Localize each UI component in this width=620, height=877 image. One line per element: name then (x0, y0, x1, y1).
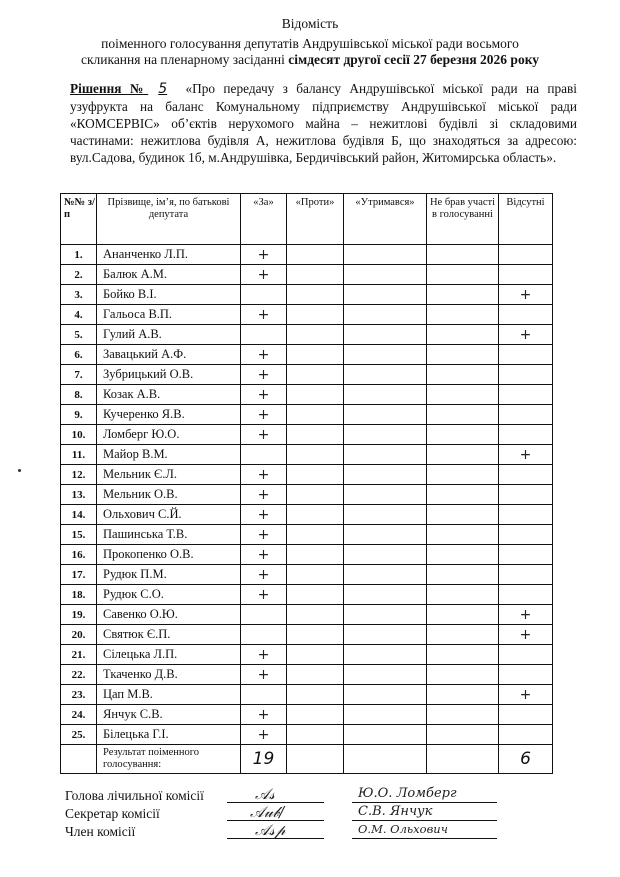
vote-absent (499, 485, 553, 505)
result-row (61, 745, 553, 774)
vote-for: + (241, 585, 287, 605)
vote-absent (499, 525, 553, 545)
vote-for: + (241, 645, 287, 665)
row-number: 20. (61, 625, 97, 645)
vote-against (287, 645, 344, 665)
vote-abstained (344, 365, 427, 385)
vote-not-voted (427, 645, 499, 665)
table-row (61, 465, 553, 485)
vote-absent (499, 305, 553, 325)
row-number: 4. (61, 305, 97, 325)
vote-against (287, 665, 344, 685)
vote-not-voted (427, 605, 499, 625)
deputy-name: Ломберг Ю.О. (97, 425, 241, 445)
vote-absent (499, 725, 553, 745)
vote-absent (499, 245, 553, 265)
vote-not-voted (427, 725, 499, 745)
vote-against (287, 345, 344, 365)
row-number: 1. (61, 245, 97, 265)
document-subtitle-line-2 (0, 52, 620, 68)
voting-table (60, 193, 553, 774)
table-row (61, 265, 553, 285)
row-number: 16. (61, 545, 97, 565)
vote-against (287, 565, 344, 585)
vote-for (241, 625, 287, 645)
deputy-name: Янчук С.В. (97, 705, 241, 725)
vote-for: + (241, 385, 287, 405)
decision-label: Рішення № (70, 81, 149, 96)
signature-scribble-member: 𝒜𝓈𝓅 (255, 821, 286, 839)
row-number: 12. (61, 465, 97, 485)
vote-not-voted (427, 685, 499, 705)
vote-against (287, 285, 344, 305)
row-number: 23. (61, 685, 97, 705)
deputy-name: Балюк А.М. (97, 265, 241, 285)
deputy-name: Гальоса В.П. (97, 305, 241, 325)
row-number: 10. (61, 425, 97, 445)
vote-not-voted (427, 365, 499, 385)
table-row (61, 645, 553, 665)
row-number: 5. (61, 325, 97, 345)
deputy-name: Мельник Є.Л. (97, 465, 241, 485)
signature-name-secretary: С.В. Янчук (358, 804, 433, 819)
vote-not-voted (427, 385, 499, 405)
row-number: 19. (61, 605, 97, 625)
vote-abstained (344, 645, 427, 665)
vote-for: + (241, 525, 287, 545)
vote-against (287, 305, 344, 325)
row-number: 18. (61, 585, 97, 605)
vote-abstained (344, 685, 427, 705)
vote-for: + (241, 305, 287, 325)
vote-not-voted (427, 265, 499, 285)
table-row (61, 625, 553, 645)
table-row (61, 445, 553, 465)
table-row (61, 345, 553, 365)
deputy-name: Кучеренко Я.В. (97, 405, 241, 425)
deputy-name: Завацький А.Ф. (97, 345, 241, 365)
header-abstained: «Утримався» (344, 194, 427, 245)
deputy-name: Святюк Є.П. (97, 625, 241, 645)
vote-against (287, 545, 344, 565)
deputy-name: Сілецька Л.П. (97, 645, 241, 665)
table-row (61, 385, 553, 405)
vote-against (287, 685, 344, 705)
header-number: №№ з/п (61, 194, 97, 245)
vote-not-voted (427, 505, 499, 525)
table-row (61, 485, 553, 505)
vote-absent: + (499, 685, 553, 705)
vote-for: + (241, 405, 287, 425)
header-absent: Відсутні (499, 194, 553, 245)
result-abstained (344, 745, 427, 774)
vote-not-voted (427, 445, 499, 465)
deputy-name: Козак А.В. (97, 385, 241, 405)
row-number: 17. (61, 565, 97, 585)
vote-abstained (344, 425, 427, 445)
deputy-name: Рудюк П.М. (97, 565, 241, 585)
vote-absent (499, 645, 553, 665)
vote-absent (499, 505, 553, 525)
table-row (61, 365, 553, 385)
row-number: 9. (61, 405, 97, 425)
vote-for: + (241, 545, 287, 565)
document-subtitle-line-1: поіменного голосування депутатів Андрушівської міської ради восьмого (101, 36, 519, 51)
row-number: 13. (61, 485, 97, 505)
vote-absent: + (499, 325, 553, 345)
deputy-name: Гулий А.В. (97, 325, 241, 345)
vote-for: + (241, 485, 287, 505)
table-row (61, 705, 553, 725)
table-row (61, 565, 553, 585)
deputy-name: Ананченко Л.П. (97, 245, 241, 265)
vote-against (287, 525, 344, 545)
vote-absent (499, 425, 553, 445)
vote-for (241, 325, 287, 345)
table-header-row (61, 194, 553, 245)
deputy-name: Ольхович С.Й. (97, 505, 241, 525)
signature-role-chair: Голова лічильної комісії (65, 788, 204, 803)
vote-against (287, 625, 344, 645)
vote-not-voted (427, 665, 499, 685)
signature-name-chair: Ю.О. Ломберг (358, 786, 457, 801)
row-number: 15. (61, 525, 97, 545)
row-number: 11. (61, 445, 97, 465)
decision-paragraph (70, 80, 577, 166)
row-number: 7. (61, 365, 97, 385)
result-not-voted (427, 745, 499, 774)
vote-absent (499, 585, 553, 605)
vote-absent: + (499, 445, 553, 465)
session-date: сімдесят другої сесії 27 березня 2026 року (288, 52, 540, 67)
vote-abstained (344, 725, 427, 745)
vote-for: + (241, 465, 287, 485)
result-against (287, 745, 344, 774)
vote-against (287, 445, 344, 465)
vote-abstained (344, 405, 427, 425)
vote-absent (499, 465, 553, 485)
table-body (61, 245, 553, 745)
vote-not-voted (427, 625, 499, 645)
decision-number: 5 (158, 81, 168, 97)
table-row (61, 605, 553, 625)
table-row (61, 545, 553, 565)
row-number: 24. (61, 705, 97, 725)
deputy-name: Пашинська Т.В. (97, 525, 241, 545)
result-label: Результат поіменного голосування: (97, 745, 241, 774)
vote-for: + (241, 425, 287, 445)
vote-absent (499, 385, 553, 405)
deputy-name: Рудюк С.О. (97, 585, 241, 605)
vote-against (287, 405, 344, 425)
vote-not-voted (427, 425, 499, 445)
row-number: 21. (61, 645, 97, 665)
row-number: 3. (61, 285, 97, 305)
vote-for (241, 605, 287, 625)
session-intro: скликання на пленарному засіданні (80, 52, 289, 67)
signature-scribble-chair: 𝒜𝓈 (255, 785, 275, 803)
vote-not-voted (427, 285, 499, 305)
deputy-name: Зубрицький О.В. (97, 365, 241, 385)
document-title: Відомість (281, 16, 339, 31)
vote-against (287, 485, 344, 505)
table-row (61, 725, 553, 745)
table-row (61, 525, 553, 545)
table-row (61, 325, 553, 345)
deputy-name: Бойко В.І. (97, 285, 241, 305)
vote-not-voted (427, 345, 499, 365)
signature-name-member: О.М. Ольхович (358, 822, 448, 836)
vote-not-voted (427, 245, 499, 265)
vote-absent (499, 345, 553, 365)
table-row (61, 685, 553, 705)
vote-not-voted (427, 565, 499, 585)
vote-against (287, 605, 344, 625)
vote-abstained (344, 245, 427, 265)
table-row (61, 305, 553, 325)
vote-not-voted (427, 405, 499, 425)
vote-abstained (344, 525, 427, 545)
deputy-name: Савенко О.Ю. (97, 605, 241, 625)
decision-text: «Про передачу з балансу Андрушівської міської ради на праві узуфрукта на баланс Комунальному підприємству Андрушівської міської ради «КОМСЕРВІС» об’єктів нерухомого майна – нежитлові будівлі зі складовими частинами: нежитлова будівля А, нежитлова будівля Б, що знаходяться за адресою: вул.Садова, будинок 1б, м.Андрушівка, Бердичівський район, Житомирська область». (70, 81, 577, 165)
vote-abstained (344, 385, 427, 405)
vote-against (287, 365, 344, 385)
vote-not-voted (427, 485, 499, 505)
row-number: 8. (61, 385, 97, 405)
deputy-name: Прокопенко О.В. (97, 545, 241, 565)
table-row (61, 665, 553, 685)
vote-against (287, 425, 344, 445)
result-number-cell (61, 745, 97, 774)
vote-for (241, 685, 287, 705)
vote-abstained (344, 285, 427, 305)
vote-against (287, 465, 344, 485)
deputy-name: Мельник О.В. (97, 485, 241, 505)
scan-speck (18, 469, 21, 472)
vote-not-voted (427, 305, 499, 325)
vote-abstained (344, 585, 427, 605)
vote-absent (499, 365, 553, 385)
vote-abstained (344, 325, 427, 345)
table-row (61, 505, 553, 525)
vote-against (287, 325, 344, 345)
header-not-voted: Не брав участі в голосуванні (427, 194, 499, 245)
vote-against (287, 265, 344, 285)
row-number: 14. (61, 505, 97, 525)
vote-absent (499, 565, 553, 585)
table-row (61, 245, 553, 265)
vote-not-voted (427, 585, 499, 605)
signature-scribble-secretary: 𝒜𝓊𝒷/ (250, 803, 285, 821)
vote-for: + (241, 565, 287, 585)
header-against: «Проти» (287, 194, 344, 245)
vote-not-voted (427, 325, 499, 345)
vote-for: + (241, 245, 287, 265)
deputy-name: Майор В.М. (97, 445, 241, 465)
vote-not-voted (427, 545, 499, 565)
vote-absent: + (499, 285, 553, 305)
deputy-name: Ткаченко Д.В. (97, 665, 241, 685)
name-line (352, 820, 497, 821)
vote-absent (499, 265, 553, 285)
vote-absent: + (499, 605, 553, 625)
vote-against (287, 245, 344, 265)
table-row (61, 285, 553, 305)
deputy-name: Білецька Г.І. (97, 725, 241, 745)
name-line (352, 802, 497, 803)
vote-for: + (241, 505, 287, 525)
header-name: Прізвище, ім’я, по батькові депутата (97, 194, 241, 245)
vote-absent: + (499, 625, 553, 645)
vote-for: + (241, 345, 287, 365)
vote-for: + (241, 725, 287, 745)
vote-abstained (344, 705, 427, 725)
name-line (352, 838, 497, 839)
vote-against (287, 385, 344, 405)
vote-for: + (241, 265, 287, 285)
vote-abstained (344, 605, 427, 625)
row-number: 22. (61, 665, 97, 685)
vote-against (287, 585, 344, 605)
vote-abstained (344, 485, 427, 505)
row-number: 6. (61, 345, 97, 365)
vote-abstained (344, 305, 427, 325)
vote-against (287, 725, 344, 745)
vote-for: + (241, 705, 287, 725)
vote-abstained (344, 545, 427, 565)
vote-abstained (344, 565, 427, 585)
vote-not-voted (427, 525, 499, 545)
vote-absent (499, 405, 553, 425)
vote-not-voted (427, 705, 499, 725)
header-for: «За» (241, 194, 287, 245)
table-row (61, 425, 553, 445)
signature-role-member: Член комісії (65, 824, 136, 839)
signature-role-secretary: Секретар комісії (65, 806, 160, 821)
vote-abstained (344, 265, 427, 285)
vote-for (241, 445, 287, 465)
vote-for: + (241, 365, 287, 385)
vote-absent (499, 665, 553, 685)
vote-absent (499, 545, 553, 565)
vote-for (241, 285, 287, 305)
vote-against (287, 505, 344, 525)
vote-abstained (344, 665, 427, 685)
vote-against (287, 705, 344, 725)
vote-abstained (344, 345, 427, 365)
table-row (61, 405, 553, 425)
result-for: 19 (241, 745, 287, 774)
vote-abstained (344, 625, 427, 645)
vote-abstained (344, 445, 427, 465)
deputy-name: Цап М.В. (97, 685, 241, 705)
row-number: 2. (61, 265, 97, 285)
result-absent: 6 (499, 745, 553, 774)
vote-for: + (241, 665, 287, 685)
vote-abstained (344, 505, 427, 525)
table-row (61, 585, 553, 605)
vote-not-voted (427, 465, 499, 485)
vote-absent (499, 705, 553, 725)
vote-abstained (344, 465, 427, 485)
row-number: 25. (61, 725, 97, 745)
